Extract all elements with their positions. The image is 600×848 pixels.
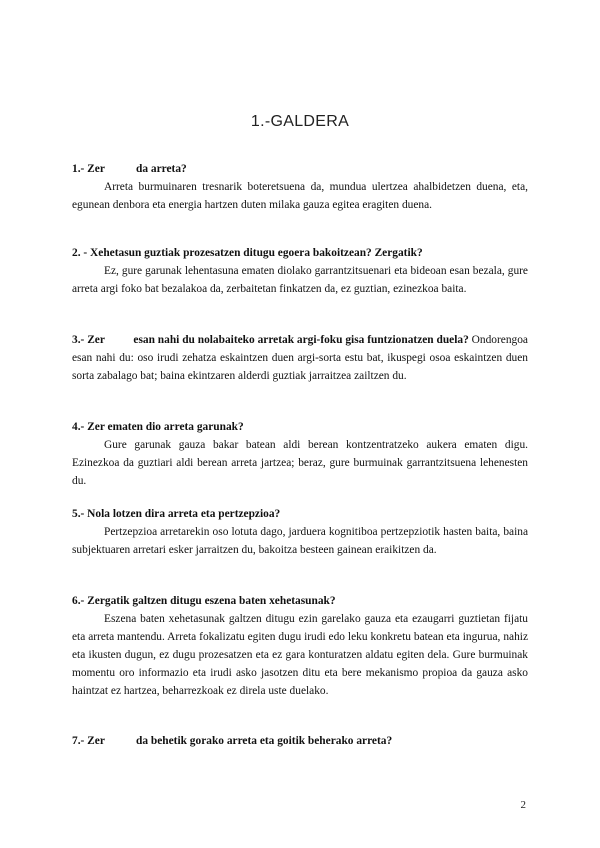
question-heading: 3.- Zer esan nahi du nolabaiteko arretak argi-foku gisa funtzionatzen duela? [72,334,469,346]
question-block-3 [72,331,528,385]
page-title: 1.-GALDERA [250,113,350,130]
question-block-7 [72,732,528,750]
question-heading: 4.- Zer ematen dio arreta garunak? [72,421,244,433]
answer-text: Ondorengoa esan nahi du: oso irudi zehatza eskaintzen duen argi-sorta estu bat, ikuspegi osoa eskaintzen duen sorta zabalago bat; baina ekintzaren alderdi guztiak jarraitzea zailtzen du. [72,334,528,382]
answer-text: Gure garunak gauza bakar batean aldi berean kontzentratzeko aukera ematen digu. Ezinezkoa da guztiari aldi berean arreta jartzea; beraz, gure burmuinak garrantzitsuena lehenesten du. [72,439,528,487]
question-heading: 1.- Zer da arreta? [72,163,187,175]
question-block-5 [72,505,528,559]
question-heading: 7.- Zer da behetik gorako arreta eta goitik beherako arreta? [72,735,393,747]
question-heading: 5.- Nola lotzen dira arreta eta pertzepzioa? [72,508,281,520]
question-block-4 [72,418,528,490]
page-number: 2 [520,799,526,811]
question-3-paragraph [72,331,528,385]
question-block-2 [72,244,528,298]
question-block-6 [72,592,528,700]
answer-text: Arreta burmuinaren tresnarik boteretsuena da, mundua ulertzea ahalbidetzen duena, eta, egunean denbora eta energia hartzen duten milaka gauza egitea eragiten duena. [72,181,528,211]
question-heading: 2. - Xehetasun guztiak prozesatzen ditugu egoera bakoitzean? Zergatik? [72,247,423,259]
answer-text: Pertzepzioa arretarekin oso lotuta dago, jarduera kognitiboa pertzepziotik hasten baita, baina subjektuaren arretari esker jarraitzen du, bakoitza besteen gainean eraikitzen da. [72,526,528,556]
question-block-1 [72,160,528,214]
answer-text: Eszena baten xehetasunak galtzen ditugu ezin garelako gauza eta ezaugarri guztietan fijatu eta arreta mantendu. Arreta fokalizatu egiten dugu irudi edo leku konkretu batean eta ingurua, nahiz eta ikusten dugun, ez dugu prozesatzen eta ez gara konturatzen aldatu egiten dela. Gure burmuinak momentu oro informazio eta irudi asko jasotzen ditu eta bere mekanismo propioa da gauza asko haintzat ez hartzea, beharrezkoak ez direla uste duelako. [72,613,528,697]
answer-text: Ez, gure garunak lehentasuna ematen diolako garrantzitsuenari eta bideoan esan bezala, gure arreta argi foko bat bezalakoa da, zerbaitetan finkatzen da, ez guztian, ezinezkoa baita. [72,265,528,295]
question-heading: 6.- Zergatik galtzen ditugu eszena baten xehetasunak? [72,595,336,607]
